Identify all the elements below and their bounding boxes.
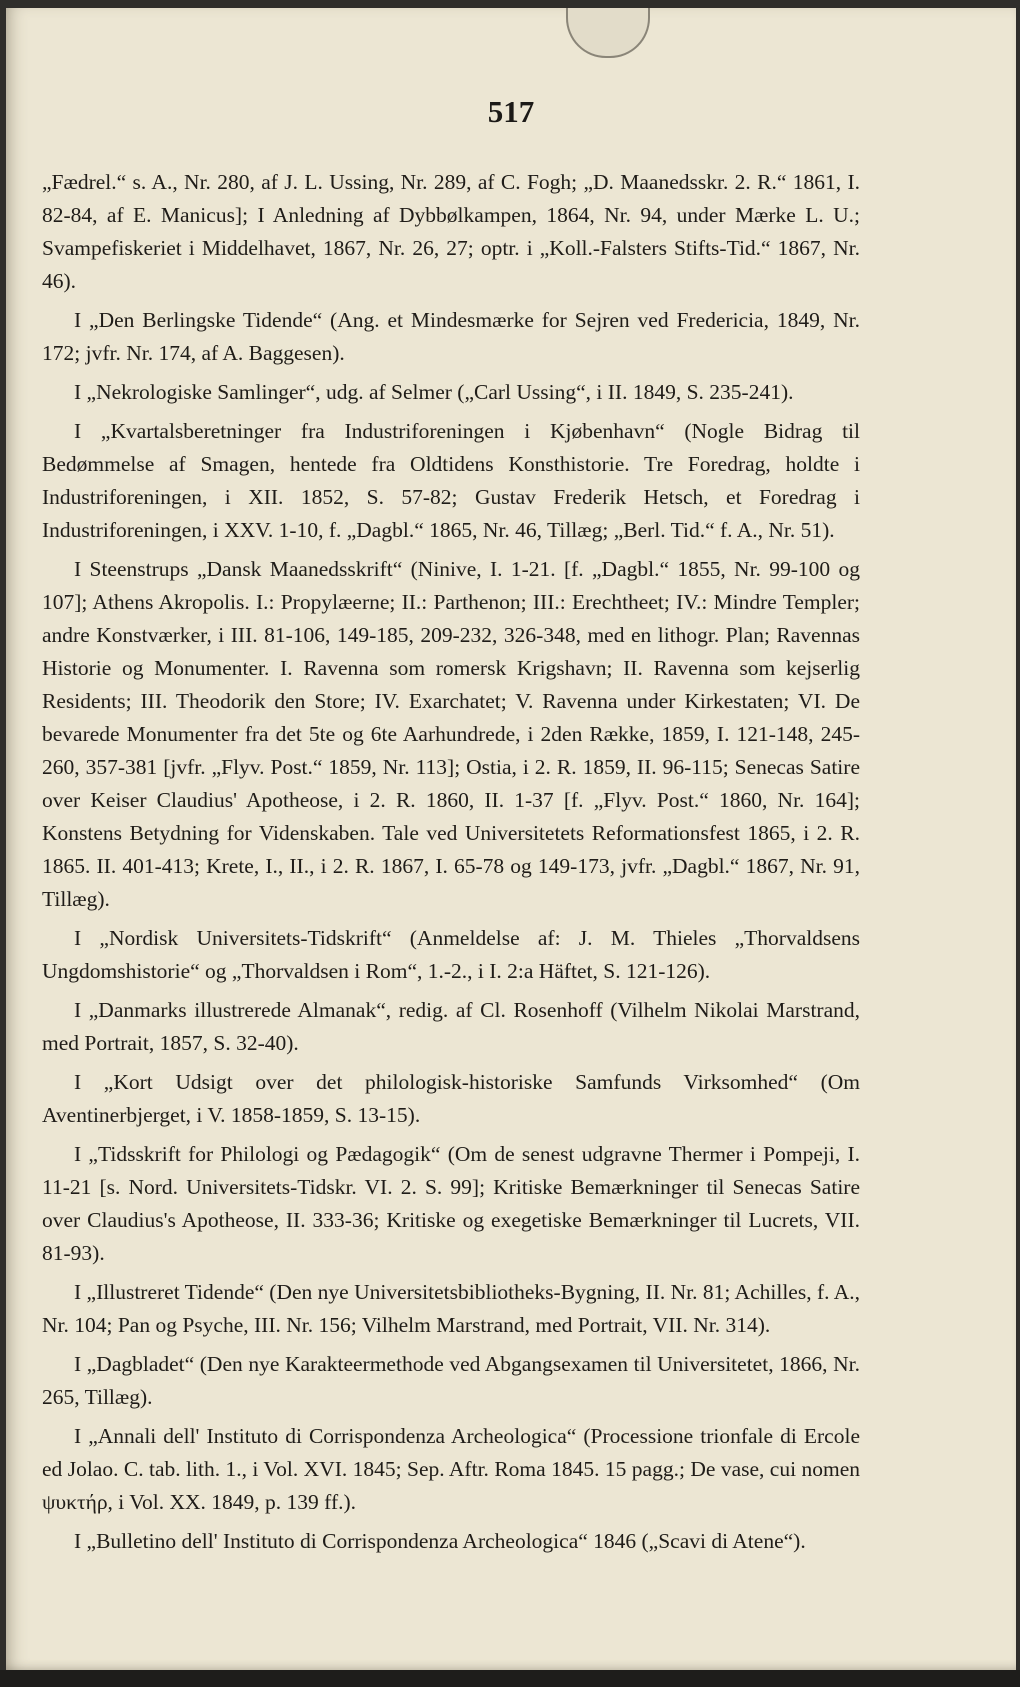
bibliography-entry: I „Annali dell' Instituto di Corrispondenza Archeologica“ (Processione trionfale di Ercole ed Jolao. C. tab. lith. 1., i Vol. XVI. 1845; Sep. Aftr. Roma 1845. 15 pagg.; De vase, cui nomen ψυκτήρ, i Vol. XX. 1849, p. 139 ff.). [42,1424,860,1514]
bibliography-entry: I „Dagbladet“ (Den nye Karakteermethode ved Abgangsexamen til Universitetet, 1866, Nr. 265, Tillæg). [42,1352,860,1409]
bibliography-entry: I „Nordisk Universitets-Tidskrift“ (Anmeldelse af: J. M. Thieles „Thorvaldsens Ungdomshistorie“ og „Thorvaldsen i Rom“, 1.-2., i I. 2:a Häftet, S. 121-126). [42,926,860,983]
bibliography-entry: I „Illustreret Tidende“ (Den nye Universitetsbibliotheks-Bygning, II. Nr. 81; Achilles, f. A., Nr. 104; Pan og Psyche, III. Nr. 156; Vilhelm Marstrand, med Portrait, VII. Nr. 314). [42,1280,860,1337]
bibliography-entry: I „Danmarks illustrerede Almanak“, redig. af Cl. Rosenhoff (Vilhelm Nikolai Marstrand, med Portrait, 1857, S. 32-40). [42,998,860,1055]
bibliography-entry: I „Nekrologiske Samlinger“, udg. af Selmer („Carl Ussing“, i II. 1849, S. 235-241). [74,380,794,404]
bibliography-entry: I „Bulletino dell' Instituto di Corrispondenza Archeologica“ 1846 („Scavi di Atene“). [74,1529,806,1553]
bibliography-list [42,166,860,1564]
bibliography-entry: „Fædrel.“ s. A., Nr. 280, af J. L. Ussing, Nr. 289, af C. Fogh; „D. Maanedsskr. 2. R.“ 1861, I. 82-84, af E. Manicus]; I Anledning af Dybbølkampen, 1864, Nr. 94, under Mærke L. U.; Svampefiskeriet i Middelhavet, 1867, Nr. 26, 27; optr. i „Koll.-Falsters Stifts-Tid.“ 1867, Nr. 46). [42,170,860,293]
bibliography-entry: I „Kort Udsigt over det philologisk-historiske Samfunds Virksomhed“ (Om Aventinerbjerget, i V. 1858-1859, S. 13-15). [42,1070,860,1127]
bibliography-entry: I „Kvartalsberetninger fra Industriforeningen i Kjøbenhavn“ (Nogle Bidrag til Bedømmelse af Smagen, hentede fra Oldtidens Konsthistorie. Tre Foredrag, holdte i Industriforeningen, i XII. 1852, S. 57-82; Gustav Frederik Hetsch, et Foredrag i Industriforeningen, i XXV. 1-10, f. „Dagbl.“ 1865, Nr. 46, Tillæg; „Berl. Tid.“ f. A., Nr. 51). [42,419,860,542]
book-page [6,8,1016,1670]
scan-bottom-edge [0,1670,1020,1687]
page-number: 517 [487,94,535,129]
bibliography-entry: I Steenstrups „Dansk Maanedsskrift“ (Ninive, I. 1-21. [f. „Dagbl.“ 1855, Nr. 99-100 og 107]; Athens Akropolis. I.: Propylæerne; II.: Parthenon; III.: Erechtheet; IV.: Mindre Templer; andre Konstværker, i III. 81-106, 149-185, 209-232, 326-348, med en lithogr. Plan; Ravennas Historie og Monumenter. I. Ravenna som romersk Krigshavn; II. Ravenna som kejserlig Residents; III. Theodorik den Store; IV. Exarchatet; V. Ravenna under Kirkestaten; VI. De bevarede Monumenter fra det 5te og 6te Aarhundrede, i 2den Række, 1859, I. 121-148, 245-260, 357-381 [jvfr. „Flyv. Post.“ 1859, Nr. 113]; Ostia, i 2. R. 1859, II. 96-115; Senecas Satire over Keiser Claudius' Apotheose, i 2. R. 1860, II. 1-37 [f. „Flyv. Post.“ 1860, Nr. 164]; Konstens Betydning for Videnskaben. Tale ved Universitetets Reformationsfest 1865, i 2. R. 1865. II. 401-413; Krete, I., II., i 2. R. 1867, I. 65-78 og 149-173, jvfr. „Dagbl.“ 1867, Nr. 91, Tillæg). [42,557,860,911]
page-clip [566,8,650,58]
bibliography-entry: I „Den Berlingske Tidende“ (Ang. et Mindesmærke for Sejren ved Fredericia, 1849, Nr. 172; jvfr. Nr. 174, af A. Baggesen). [42,308,860,365]
bibliography-entry: I „Tidsskrift for Philologi og Pædagogik“ (Om de senest udgravne Thermer i Pompeji, I. 11-21 [s. Nord. Universitets-Tidskr. VI. 2. S. 99]; Kritiske Bemærkninger til Senecas Satire over Claudius's Apotheose, II. 333-36; Kritiske og exegetiske Bemærkninger til Lucrets, VII. 81-93). [42,1142,860,1265]
